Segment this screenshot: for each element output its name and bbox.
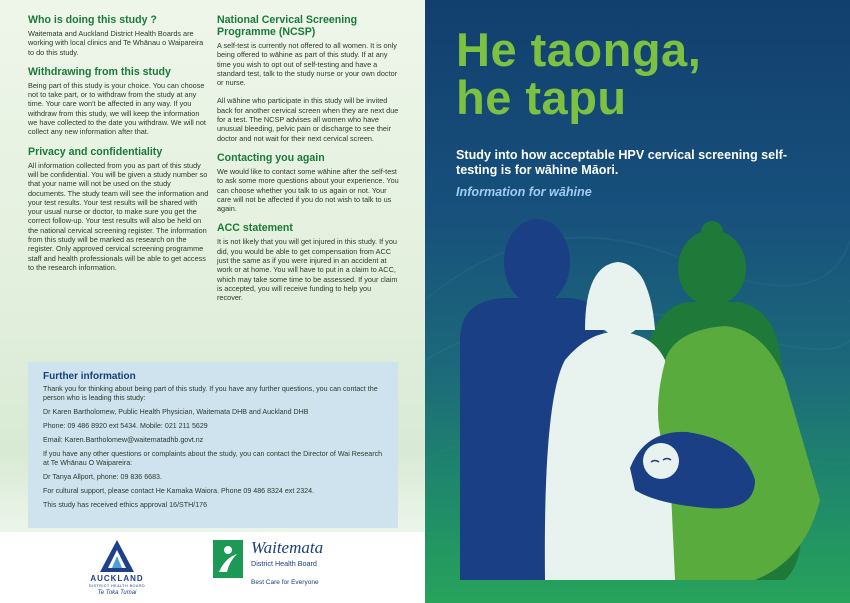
further-line: This study has received ethics approval 16/STH/176 [43, 501, 208, 509]
who-heading: Who is doing this study ? [28, 14, 157, 26]
acc-text: It is not likely that you will get injured in this study. If you did, you would be able to get compensation from ACC just the same as if you were injured in an accident at work or at home. You will have to put in a claim to ACC, which may take some time to be assessed. If your claim is accepted, you will receive funding to help you recover. [217, 237, 398, 303]
cover-subtitle: Study into how acceptable HPV cervical screening self-testing is for wāhine Māori. [456, 148, 788, 178]
acc-heading: ACC statement [217, 222, 293, 235]
withdraw-heading: Withdrawing from this study [28, 65, 171, 78]
privacy-text: All information collected from you as part of this study will be confidential. You will be given a study number so that your name will not be used on the study documents. The study team will see the information and your test results. Your test results will be shared with your usual nurse or doctor, to make sure you get the correct follow-up. Your test results will also be held on the national cervical screening register. The information from this study will be marked as research on the register. Only approved cervical screening programme staff and health professionals will be able to get access to the research information. [28, 160, 209, 272]
ncsp-text-1: A self-test is currently not offered to all women. It is only being offered to wāhine as part of this study. If at any time you wish to opt out of self-testing and have a standard test, talk to the study nurse or your own doctor or nurse. [217, 41, 398, 88]
cover-audience: Information for wāhine [456, 185, 592, 199]
ncsp-heading: National Cervical Screening Programme (NCSP) [217, 14, 358, 38]
cover-title-line-1: He taonga, [456, 23, 702, 76]
waitemata-dhb-logo [213, 540, 363, 598]
further-line: Thank you for thinking about being part of this study. If you have any further questions, you can contact the person who is leading this study: [43, 385, 378, 402]
cover-panel [425, 0, 850, 603]
waitemata-tagline: Best Care for Everyone [251, 579, 319, 586]
further-email[interactable]: Email: Karen.Bartholomew@waitematadhb.govt.nz [43, 436, 204, 444]
privacy-heading: Privacy and confidentiality [28, 145, 163, 158]
column-left [28, 14, 210, 281]
further-line: Dr Karen Bartholomew, Public Health Physician, Waitemata DHB and Auckland DHB [43, 408, 309, 416]
further-line: For cultural support, please contact He Kamaka Waiora. Phone 09 486 8324 ext 2324. [43, 487, 315, 495]
further-line: Dr Tanya Allport, phone: 09 836 6683. [43, 473, 162, 481]
further-line: Phone: 09 486 8920 ext 5434. Mobile: 021 211 5629 [43, 422, 208, 430]
further-line: If you have any other questions or complaints about the study, you can contact the Director of Wai Research at Te Whānau O Waipareira: [43, 450, 383, 467]
waitemata-name: Waitemata [251, 538, 324, 557]
contact-text: We would like to contact some wāhine after the self-test to ask some more questions about your experience. You can choose whether you talk to us again or not. Your care will not be affected if you do not wish to talk to us again. [217, 166, 399, 214]
column-right [217, 14, 399, 312]
auckland-mark-icon [72, 538, 162, 574]
contact-heading: Contacting you again [217, 151, 325, 164]
who-text: Waitemata and Auckland District Health Boards are working with local clinics and Te Whānau o Waipareira to do this study. [28, 29, 204, 57]
withdraw-text: Being part of this study is your choice. You can choose not to take part, or to withdraw from the study at any time. Your care won't be affected in any way. If you withdraw from this study, we will keep the information we have collected to the date you withdraw. We will not collect any new information after that. [28, 80, 206, 137]
ncsp-text-2: All wāhine who participate in this study will be invited back for another cervical screen when they are next due for a test. The NCSP advises all women who have unusual bleeding, pelvic pain or discharge to see their doctor and not wait for their next cervical screen. [217, 96, 399, 143]
further-information-box [28, 362, 398, 528]
cover-title [456, 23, 702, 124]
auckland-dhb-logo [72, 538, 162, 600]
cover-title-line-2: he tapu [456, 71, 627, 124]
auckland-tagline: Te Toka Tumai [97, 590, 137, 596]
waitemata-mark-icon [213, 540, 243, 578]
auckland-name: AUCKLAND [90, 574, 144, 583]
logo-strip [0, 532, 425, 603]
waitemata-district: District Health Board [251, 559, 317, 568]
further-heading: Further information [43, 371, 136, 382]
auckland-sub: DISTRICT HEALTH BOARD [88, 584, 146, 588]
